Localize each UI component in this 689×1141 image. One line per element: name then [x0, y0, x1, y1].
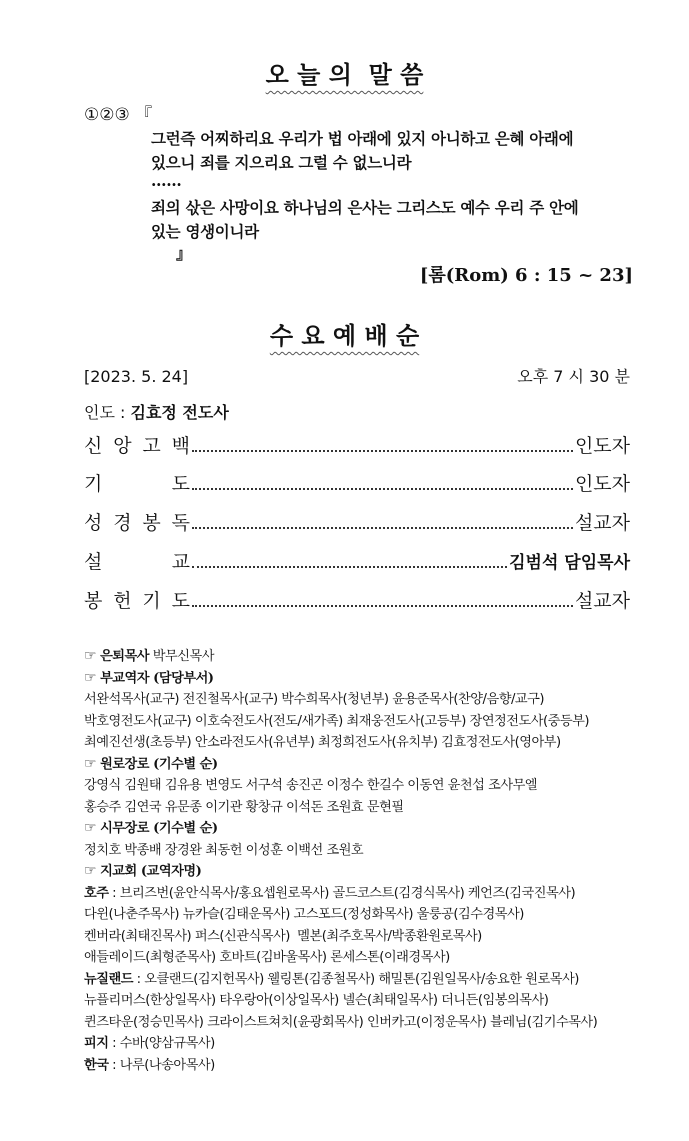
retired-name: 박무신목사 — [152, 649, 214, 664]
order-label-char: 백 — [171, 435, 190, 457]
branch-line — [84, 1012, 644, 1034]
order-label-char: 봉 — [84, 590, 103, 612]
pointing-hand-icon: ☞ — [84, 669, 97, 686]
leader-label: 인도 : — [84, 403, 131, 422]
dot-leader — [192, 527, 573, 529]
branch-churches: 애들레이드(최형준목사) 호바트(김바울목사) 론세스톤(이래경목사) — [84, 950, 450, 965]
branch-churches: : 수바(양삼규목사) — [108, 1036, 215, 1051]
scripture-reference: [롬(Rom) 6 : 15 ~ 23] — [419, 265, 633, 286]
elder-line: 홍승주 김연국 유문종 이기관 황창규 이석돈 조원효 문현필 — [84, 799, 404, 815]
branch-country: 한국 — [84, 1057, 109, 1073]
pointing-hand-icon: ☞ — [84, 755, 97, 772]
pointing-hand-icon: ☞ — [84, 648, 97, 664]
branch-line — [84, 926, 644, 948]
order-label — [84, 431, 190, 461]
branch-line — [84, 883, 644, 905]
order-label-char: 도 — [171, 473, 190, 495]
branch-line — [84, 990, 644, 1012]
branch-title: 지교회 (교역자명) — [100, 864, 202, 879]
branch-country: 호주 — [84, 885, 109, 901]
order-value: 인도자 — [574, 473, 630, 495]
branch-churches: 켄버라(최태진목사) 퍼스(신관식목사) 멜본(최주호목사/박종환원로목사) — [84, 928, 482, 944]
order-label-char: 기 — [142, 590, 161, 612]
pointing-hand-icon: ☞ — [84, 863, 97, 879]
dot-leader — [192, 605, 573, 607]
elder-title: 원로장로 (기수별 순) — [100, 756, 218, 772]
order-label-char: 교 — [171, 551, 190, 573]
close-quote: 』 — [176, 244, 192, 263]
dot-leader — [192, 450, 573, 452]
verse-ellipsis: …… — [151, 171, 182, 190]
service-leader — [84, 402, 229, 424]
order-label — [84, 508, 190, 538]
branch-country: 뉴질랜드 — [84, 971, 133, 987]
verse-line-1: 그런즉 어찌하리요 우리가 법 아래에 있지 아니하고 은혜 아래에 — [151, 129, 574, 148]
branch-churches: : 브리즈번(윤안식목사/홍요셉원로목사) 골드코스트(김경식목사) 케언즈(김국진목사) — [108, 885, 576, 901]
order-label-char: 성 — [84, 512, 103, 534]
service-date: [2023. 5. 24] — [84, 367, 189, 386]
verse-line-2: 있으니 죄를 지으리요 그럴 수 없느니라 — [151, 153, 412, 172]
active-elder-title: 시무장로 (기수별 순) — [100, 821, 218, 836]
order-label-char: 기 — [84, 473, 103, 495]
open-quote: 『 — [135, 105, 153, 125]
verse-line-4: 있는 영생이니라 — [151, 222, 259, 241]
elder-line: 강영식 김원태 김유용 변영도 서구석 송진곤 이정수 한길수 이동연 윤천섭 조사무엘 — [84, 778, 538, 793]
order-value: 설교자 — [574, 512, 630, 534]
service-time: 오후 7 시 30 분 — [517, 367, 630, 386]
retired-title: 은퇴목사 — [100, 649, 150, 664]
order-label — [84, 469, 190, 499]
order-label-char: 설 — [84, 551, 103, 573]
dot-leader — [192, 566, 507, 568]
staff-line: 서완석목사(교구) 전진철목사(교구) 박수희목사(청년부) 윤용준목사(찬양/음향/교구) — [84, 692, 545, 707]
branch-line — [84, 969, 644, 991]
order-label-char: 도 — [171, 590, 190, 612]
branch-churches: 퀸즈타운(정승민목사) 크라이스트쳐치(윤광회목사) 인버카고(이정운목사) 블레님(김기수목사) — [84, 1014, 598, 1030]
branch-churches: : 오클랜드(김지헌목사) 웰링톤(김종철목사) 해밀톤(김원일목사/송요한 원로목사) — [132, 971, 579, 987]
branch-title-row — [84, 861, 644, 883]
staff-title: 부교역자 (담당부서) — [100, 670, 214, 686]
branch-churches: : 나루(나송아목사) — [108, 1057, 215, 1073]
staff-line: 최예진선생(초등부) 안소라전도사(유년부) 최정희전도사(유치부) 김효정전도사(영아부) — [84, 735, 561, 750]
order-value: 인도자 — [574, 435, 630, 457]
branch-churches: 다윈(나춘주목사) 뉴카슬(김태운목사) 고스포드(정성화목사) 울룽공(김수경목사) — [84, 907, 524, 922]
service-order-heading — [0, 321, 689, 351]
branch-churches: 뉴플리머스(한상일목사) 타우랑아(이상일목사) 넬슨(최태일목사) 더니든(임봉의목사) — [84, 993, 549, 1008]
branch-list — [84, 883, 644, 1077]
staff-title-row — [84, 668, 644, 690]
active-elder-title-row — [84, 818, 644, 840]
branch-line — [84, 947, 644, 969]
branch-line — [84, 904, 644, 926]
verse-markers — [84, 103, 152, 127]
pointing-hand-icon: ☞ — [84, 820, 97, 836]
order-label-char: 봉 — [142, 512, 161, 534]
verse-line-3: 죄의 삯은 사망이요 하나님의 은사는 그리스도 예수 우리 주 안에 — [151, 198, 579, 217]
order-value: 김범석 담임목사 — [509, 553, 630, 573]
order-label — [84, 547, 190, 577]
retired-pastor-row — [84, 646, 644, 668]
order-row — [84, 547, 630, 577]
order-row — [84, 431, 630, 461]
dot-leader — [192, 488, 573, 490]
leader-name: 김효정 전도사 — [130, 403, 229, 422]
sermon-heading — [0, 60, 689, 90]
branch-line — [84, 1055, 644, 1077]
branch-line — [84, 1033, 644, 1055]
service-order-heading-text: 수 요 예 배 순 — [269, 321, 420, 350]
order-row — [84, 586, 630, 616]
elder-title-row — [84, 754, 644, 776]
order-row — [84, 469, 630, 499]
active-elder-line: 정치호 박종배 장경완 최동헌 이성훈 이백선 조원호 — [84, 842, 364, 858]
order-label-char: 경 — [113, 512, 132, 534]
order-label-char: 고 — [142, 435, 161, 457]
order-label — [84, 586, 190, 616]
order-label-char: 신 — [84, 435, 103, 457]
order-label-char: 헌 — [113, 590, 132, 612]
order-label-char: 앙 — [113, 435, 132, 457]
info-section — [84, 646, 644, 1076]
circled-numbers: ①②③ — [84, 105, 130, 125]
order-row — [84, 508, 630, 538]
sermon-heading-text: 오 늘 의 말 씀 — [265, 60, 424, 89]
order-value: 설교자 — [574, 590, 630, 612]
order-label-char: 독 — [171, 512, 190, 534]
branch-country: 피지 — [84, 1036, 109, 1051]
staff-line: 박호영전도사(교구) 이호숙전도사(전도/새가족) 최재웅전도사(고등부) 장연정전도사(중등부) — [84, 713, 590, 729]
